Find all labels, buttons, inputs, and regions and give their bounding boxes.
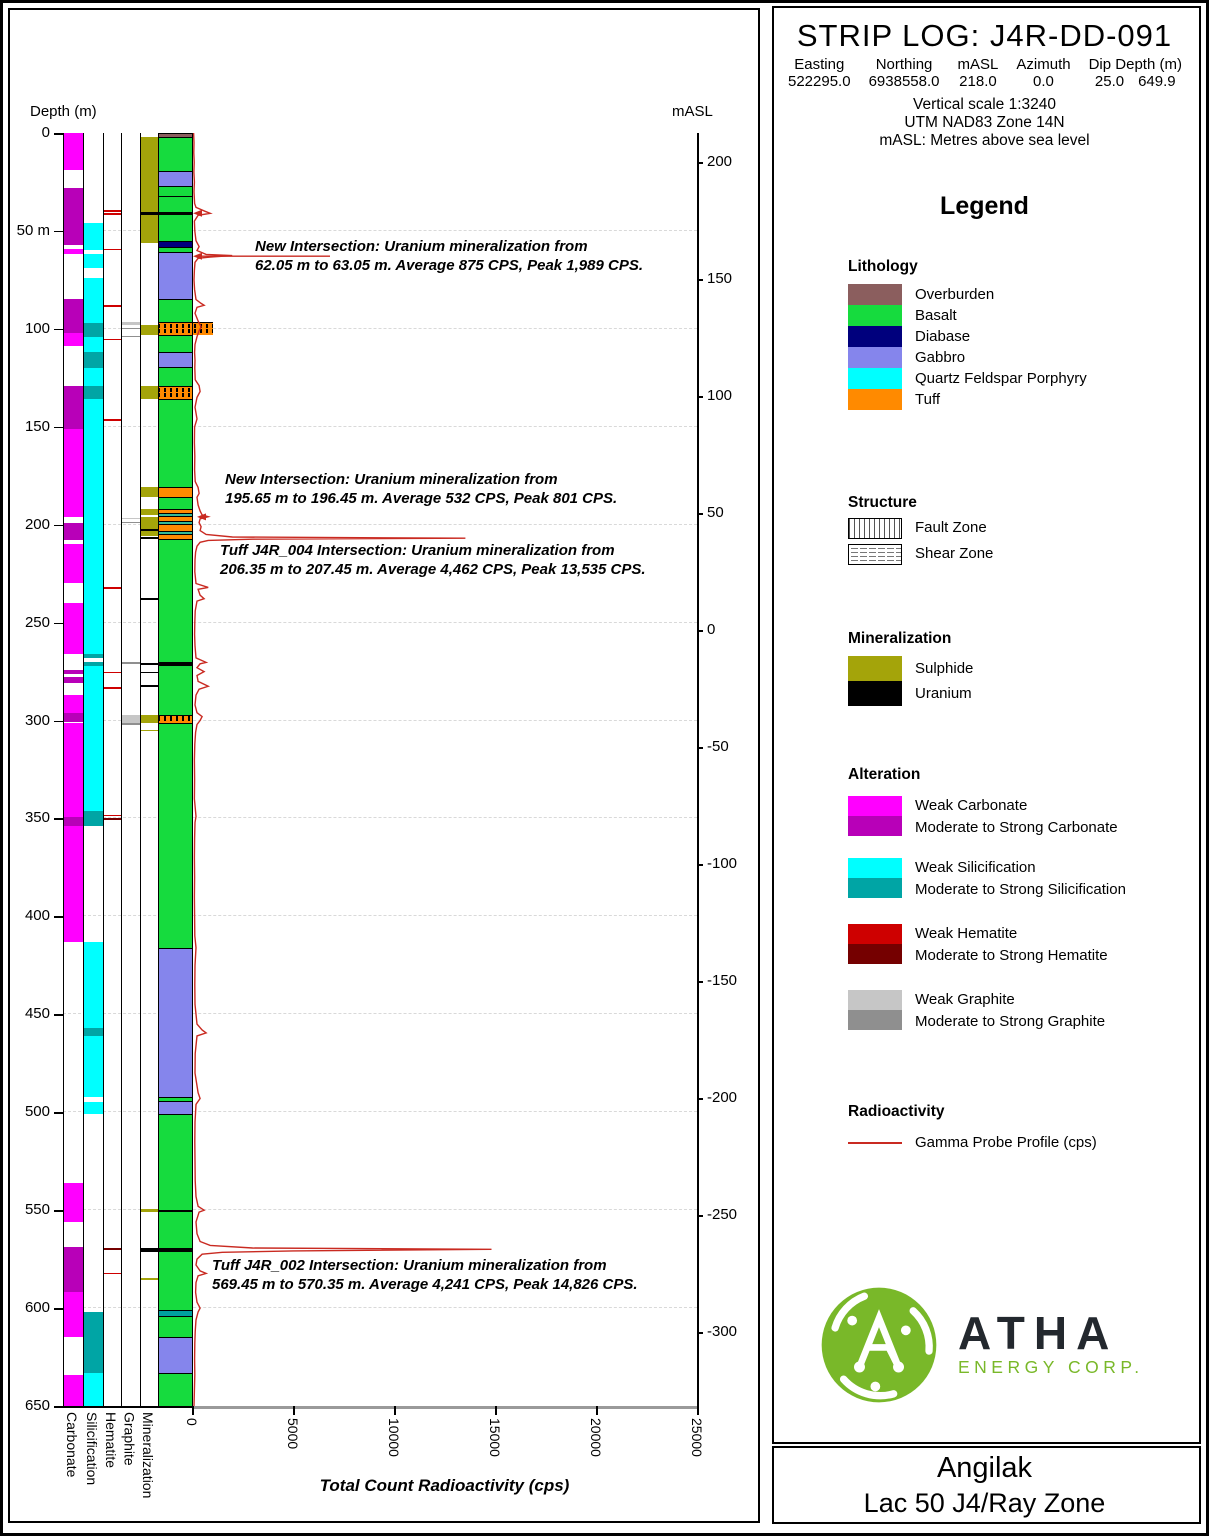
carbonate-interval (63, 523, 83, 541)
legend-item-label: Tuff (915, 390, 941, 408)
silicification-interval (83, 654, 103, 658)
gamma-tick-label: 15000 (487, 1418, 503, 1457)
gamma-legend-line (848, 1142, 902, 1144)
lithology-uranium-band (158, 1248, 192, 1252)
lithology-interval-tuff (158, 386, 192, 400)
sulphide-interval (140, 137, 158, 243)
masl-tick-label: -250 (707, 1206, 738, 1223)
lithology-interval-gabbro (158, 352, 192, 367)
legend-item-label: Quartz Feldspar Porphyry (915, 369, 1087, 387)
uranium-mark (140, 529, 158, 531)
track-label-silicification: Silicification (84, 1412, 100, 1486)
legend-swatch (848, 368, 902, 389)
legend-swatch-moderate (848, 878, 902, 898)
silicification-interval (83, 942, 103, 1028)
atha-logo-icon (818, 1284, 940, 1406)
masl-tick-label: -200 (707, 1089, 738, 1106)
legend-item-label: Sulphide (915, 659, 974, 677)
atha-logo-subtitle: ENERGY CORP. (958, 1357, 1144, 1377)
graphite-interval (121, 518, 140, 520)
hematite-interval (103, 587, 121, 589)
legend-section-header: Structure (848, 494, 917, 511)
legend-swatch (848, 656, 902, 681)
track-border (158, 133, 159, 1406)
masl-tick-label: 50 (707, 504, 724, 521)
lithology-contact-line (158, 196, 192, 198)
intersection-annotation: Tuff J4R_004 Intersection: Uranium mineralization from 206.35 m to 207.45 m. Average 4,462 CPS, Peak 13,535 CPS. (220, 542, 646, 578)
depth-tick (54, 133, 63, 135)
depth-tick (54, 916, 63, 918)
masl-tick-label: -50 (707, 738, 729, 755)
legend-swatch-weak (848, 858, 902, 878)
uranium-mark (140, 537, 158, 539)
silicification-interval (83, 1028, 103, 1036)
carbonate-interval (63, 429, 83, 517)
sulphide-interval (140, 1209, 158, 1212)
depth-tick-label: 400 (24, 907, 50, 925)
hematite-interval (103, 815, 121, 817)
graphite-interval (121, 662, 140, 664)
silicification-interval (83, 254, 103, 268)
depth-tick-label: 200 (24, 515, 50, 533)
project-name: Angilak (936, 1452, 1033, 1484)
lithology-interval-gabbro (158, 1337, 192, 1372)
lithology-interval-basalt (158, 1114, 192, 1310)
legend-item-label: Gamma Probe Profile (cps) (915, 1134, 1097, 1151)
info-col: mASL 218.0 (957, 56, 999, 90)
legend-item-label: Uranium (915, 684, 972, 702)
silicification-interval (83, 1373, 103, 1406)
hematite-interval (103, 687, 121, 689)
legend-swatch (848, 347, 902, 368)
depth-tick-label: 550 (24, 1201, 50, 1219)
silicification-interval (83, 1312, 103, 1373)
lithology-interval-gabbro (158, 948, 192, 1097)
carbonate-interval (63, 249, 83, 255)
masl-tick-label: 0 (707, 621, 716, 638)
carbonate-interval (63, 1292, 83, 1337)
legend-item-label: Diabase (915, 327, 971, 345)
carbonate-interval (63, 299, 83, 332)
legend-item-label: Weak Hematite (915, 925, 1018, 942)
sulphide-interval (140, 531, 158, 537)
lithology-interval-basalt (158, 723, 192, 948)
depth-tick (54, 329, 63, 331)
hematite-interval (103, 1273, 121, 1275)
uranium-mark (140, 212, 158, 215)
lithology-interval-basalt (158, 665, 192, 715)
info-col: Dip Depth (m) 25.0 649.9 (1088, 56, 1182, 90)
depth-tick-label: 100 (24, 319, 50, 337)
depth-tick (54, 1406, 63, 1408)
lithology-interval-basalt (158, 367, 192, 386)
legend-item-label: Moderate to Strong Silicification (915, 881, 1126, 898)
depth-tick-label: 300 (24, 711, 50, 729)
legend-item-label: Shear Zone (915, 545, 994, 562)
legend-swatch (848, 389, 902, 410)
hematite-interval (103, 305, 121, 307)
carbonate-interval (63, 333, 83, 347)
uranium-mark (140, 598, 158, 600)
legend-section-header: Lithology (848, 258, 918, 275)
intersection-annotation: New Intersection: Uranium mineralization from 62.05 m to 63.05 m. Average 875 CPS, Peak 1,989 CPS. (255, 238, 644, 274)
graphite-interval (121, 328, 140, 330)
gamma-profile-svg (192, 133, 712, 1413)
atha-logo (818, 1282, 1178, 1407)
lithology-interval-basalt (158, 299, 192, 322)
sulphide-interval (140, 715, 158, 723)
carbonate-interval (63, 133, 83, 170)
hematite-interval (103, 672, 121, 674)
fault-zone-hatch (158, 388, 192, 392)
lithology-interval-gabbro (158, 171, 192, 186)
sulphide-interval (140, 517, 158, 529)
legend-item-label: Fault Zone (915, 519, 987, 536)
scale-note: UTM NAD83 Zone 14N (904, 114, 1065, 131)
track-label-carbonate: Carbonate (64, 1412, 80, 1478)
legend-swatch (848, 305, 902, 326)
depth-axis-title: Depth (m) (30, 103, 97, 120)
info-col: Azimuth 0.0 (1016, 56, 1071, 90)
lithology-interval-basalt (158, 1316, 192, 1338)
uranium-mark (140, 663, 158, 665)
gamma-axis-title: Total Count Radioactivity (cps) (319, 1476, 570, 1495)
silicification-interval (83, 323, 103, 337)
uranium-mark (140, 672, 158, 674)
silicification-interval (83, 1036, 103, 1097)
scale-note: Vertical scale 1:3240 (912, 96, 1057, 113)
graphite-interval (121, 322, 140, 325)
carbonate-interval (63, 695, 83, 713)
hole-info-row (788, 56, 1182, 90)
lithology-interval-tuff (158, 487, 192, 497)
graphite-interval (121, 336, 140, 338)
legend-swatch-weak (848, 924, 902, 944)
carbonate-interval (63, 1247, 83, 1292)
depth-tick (54, 231, 63, 233)
fault-zone-hatch (158, 393, 192, 397)
gamma-tick-label: 10000 (386, 1418, 402, 1457)
hematite-interval (103, 818, 121, 820)
sulphide-interval (140, 487, 158, 497)
fault-zone-swatch (848, 518, 902, 539)
carbonate-interval (63, 723, 83, 817)
legend-swatch (848, 284, 902, 305)
masl-tick-label: 150 (707, 270, 733, 287)
legend-item-label: Weak Silicification (915, 859, 1036, 876)
gamma-tick-label: 25000 (689, 1418, 705, 1457)
lithology-contact-line (158, 1210, 192, 1212)
hematite-interval (103, 339, 121, 341)
graphite-interval (121, 715, 140, 723)
lithology-interval-basalt (158, 335, 192, 353)
depth-tick (54, 1210, 63, 1212)
track-label-hematite: Hematite (103, 1412, 119, 1469)
scale-notes (772, 96, 1197, 150)
scale-note: mASL: Metres above sea level (879, 132, 1090, 149)
lithology-interval-tuff (158, 715, 192, 723)
depth-tick (54, 1308, 63, 1310)
carbonate-interval (63, 713, 83, 723)
lithology-interval-basalt (158, 1373, 192, 1406)
legend-swatch-moderate (848, 816, 902, 836)
legend-item-label: Overburden (915, 285, 995, 303)
masl-tick-label: -150 (707, 972, 738, 989)
silicification-interval (83, 223, 103, 250)
fault-zone-hatch (158, 719, 192, 721)
legend-item-label: Moderate to Strong Graphite (915, 1013, 1106, 1030)
silicification-interval (83, 811, 103, 827)
carbonate-interval (63, 670, 83, 674)
sulphide-interval (140, 1278, 158, 1280)
gamma-tick-label: 20000 (588, 1418, 604, 1457)
lithology-interval-gabbro (158, 1101, 192, 1114)
depth-tick-label: 250 (24, 613, 50, 631)
depth-tick (54, 427, 63, 429)
legend-item-label: Weak Carbonate (915, 797, 1028, 814)
depth-tick-label: 350 (24, 809, 50, 827)
hematite-interval (103, 213, 121, 215)
masl-axis-title: mASL (672, 103, 713, 120)
gamma-tick-label: 5000 (285, 1418, 301, 1450)
legend-item-label: Moderate to Strong Hematite (915, 947, 1108, 964)
track-border (63, 133, 64, 1406)
depth-tick-label: 500 (24, 1103, 50, 1121)
legend-panel-border (772, 6, 1201, 1444)
intersection-annotation: New Intersection: Uranium mineralization from 195.65 m to 196.45 m. Average 532 CPS, Peak 801 CPS. (225, 471, 618, 507)
silicification-interval (83, 352, 103, 368)
info-col: Easting 522295.0 (788, 56, 851, 90)
lithology-interval-basalt (158, 399, 192, 487)
depth-tick-label: 50 m (16, 221, 50, 239)
depth-tick-label: 150 (24, 417, 50, 435)
depth-tick-label: 650 (24, 1397, 50, 1415)
graphite-interval (121, 522, 140, 524)
lithology-interval-gabbro (158, 252, 192, 299)
sulphide-interval (140, 386, 158, 400)
masl-tick-label: -100 (707, 855, 738, 872)
legend-item-label: Moderate to Strong Carbonate (915, 819, 1118, 836)
track-bottom-line (63, 1406, 192, 1408)
depth-tick (54, 623, 63, 625)
silicification-interval (83, 666, 103, 811)
carbonate-interval (63, 677, 83, 683)
hematite-interval (103, 249, 121, 251)
carbonate-interval (63, 386, 83, 429)
legend-swatch-moderate (848, 1010, 902, 1030)
depth-tick-label: 600 (24, 1299, 50, 1317)
carbonate-interval (63, 826, 83, 942)
track-border (83, 133, 84, 1406)
sulphide-interval (140, 509, 158, 515)
track-border (103, 133, 104, 1406)
shear-zone-swatch (848, 544, 902, 565)
legend-item-label: Gabbro (915, 348, 966, 366)
depth-tick (54, 1112, 63, 1114)
legend-section-header: Alteration (848, 766, 921, 783)
zone-name: Lac 50 J4/Ray Zone (863, 1488, 1106, 1518)
legend-swatch (848, 326, 902, 347)
depth-tick-label: 450 (24, 1005, 50, 1023)
page-title: STRIP LOG: J4R-DD-091 (796, 18, 1173, 53)
graphite-interval (121, 723, 140, 725)
carbonate-interval (63, 544, 83, 583)
depth-tick (54, 525, 63, 527)
lithology-interval-basalt (158, 497, 192, 509)
silicification-interval (83, 1102, 103, 1114)
silicification-interval (83, 337, 103, 353)
uranium-mark (140, 1248, 158, 1252)
carbonate-interval (63, 1375, 83, 1406)
gamma-tick-label: 0 (184, 1418, 200, 1426)
legend-item-label: Weak Graphite (915, 991, 1015, 1008)
silicification-interval (83, 386, 103, 400)
lithology-interval-basalt (158, 137, 192, 171)
legend-section-header: Mineralization (848, 630, 952, 647)
masl-tick-label: 200 (707, 153, 733, 170)
sulphide-interval (140, 730, 158, 732)
sulphide-interval (140, 325, 158, 335)
depth-tick (54, 721, 63, 723)
silicification-interval (83, 399, 103, 654)
masl-tick-label: 100 (707, 387, 733, 404)
track-border (121, 133, 122, 1406)
legend-title: Legend (940, 192, 1029, 220)
carbonate-interval (63, 1183, 83, 1222)
carbonate-interval (63, 603, 83, 654)
legend-item-label: Basalt (915, 306, 957, 324)
depth-tick (54, 1014, 63, 1016)
lithology-interval-tuff (158, 524, 192, 531)
legend-swatch-moderate (848, 944, 902, 964)
lithology-uranium-band (158, 662, 192, 665)
info-col: Northing 6938558.0 (868, 56, 940, 90)
legend-swatch-weak (848, 796, 902, 816)
lithology-uranium-band (158, 212, 192, 215)
intersection-annotation: Tuff J4R_002 Intersection: Uranium mineralization from 569.45 m to 570.35 m. Average 4,241 CPS, Peak 14,826 CPS. (212, 1257, 638, 1293)
legend-swatch-weak (848, 990, 902, 1010)
carbonate-interval (63, 188, 83, 245)
track-label-graphite: Graphite (121, 1412, 138, 1466)
atha-logo-wordmark: ATHA (958, 1307, 1119, 1359)
hematite-interval (103, 210, 121, 212)
lithology-interval-basalt (158, 539, 192, 661)
silicification-interval (83, 368, 103, 386)
masl-tick-label: -300 (707, 1323, 738, 1340)
track-label-mineralization: Mineralization (140, 1412, 156, 1499)
legend-section-header: Radioactivity (848, 1103, 945, 1120)
hematite-interval (103, 419, 121, 421)
depth-tick-label: 0 (41, 124, 50, 141)
silicification-interval (83, 278, 103, 323)
uranium-mark (140, 685, 158, 687)
legend-swatch (848, 681, 902, 706)
depth-tick (54, 818, 63, 820)
carbonate-interval (63, 817, 83, 827)
track-border (140, 133, 141, 1406)
hematite-interval (103, 1248, 121, 1250)
